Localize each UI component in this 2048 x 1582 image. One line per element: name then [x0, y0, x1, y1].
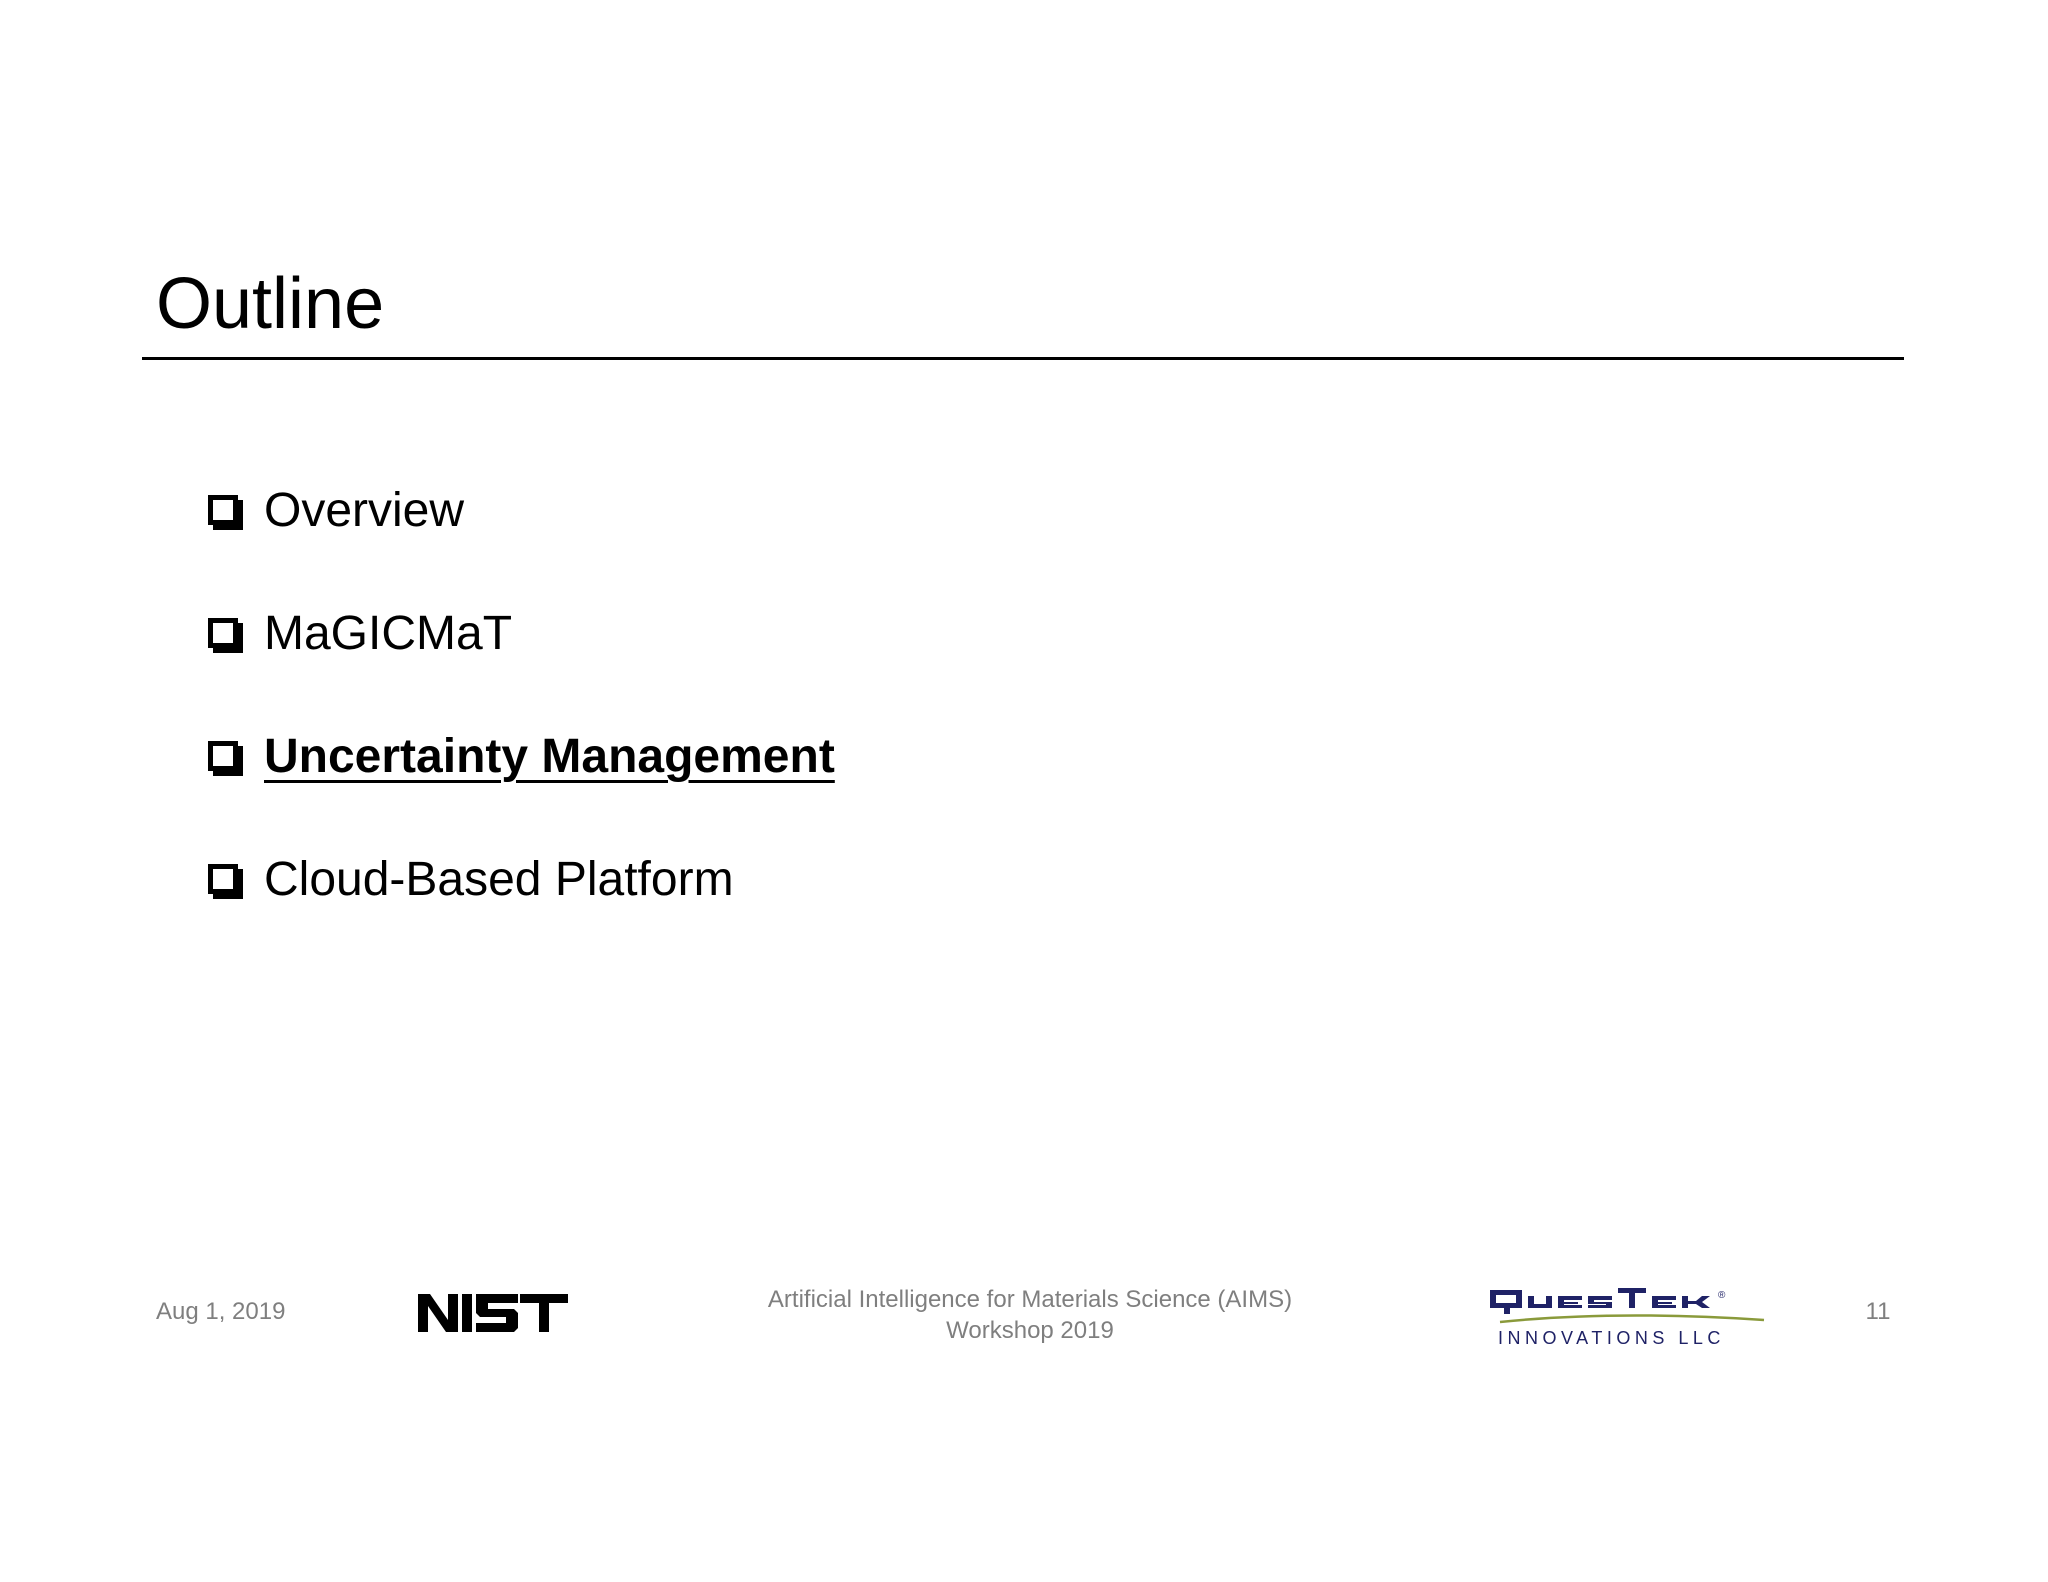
outline-item-label: Cloud-Based Platform	[264, 853, 734, 906]
slide-title: Outline	[156, 264, 385, 344]
checkbox-bullet-icon	[208, 495, 238, 525]
svg-text:INNOVATIONS LLC: INNOVATIONS LLC	[1498, 1328, 1725, 1348]
questek-logo	[1486, 1284, 1768, 1350]
footer-date: Aug 1, 2019	[156, 1298, 286, 1325]
outline-item-overview	[208, 478, 835, 601]
checkbox-bullet-icon	[208, 741, 238, 771]
title-divider	[142, 357, 1904, 360]
outline-item-label: MaGICMaT	[264, 607, 513, 660]
page-number: 11	[1865, 1298, 1891, 1325]
svg-text:®: ®	[1718, 1290, 1726, 1301]
nist-logo	[418, 1292, 568, 1334]
checkbox-bullet-icon	[208, 864, 238, 894]
footer-event-line1: Artificial Intelligence for Materials Science (AIMS)	[767, 1286, 1293, 1313]
outline-item-magicmat	[208, 601, 835, 724]
outline-item-label-active: Uncertainty Management	[264, 730, 835, 783]
footer-event-line2: Workshop 2019	[946, 1317, 1114, 1344]
footer-event-title	[680, 1284, 1380, 1346]
outline-list	[208, 478, 835, 970]
outline-item-label: Overview	[264, 484, 465, 537]
outline-item-cloud-based-platform	[208, 847, 835, 970]
outline-item-uncertainty-management	[208, 724, 835, 847]
checkbox-bullet-icon	[208, 618, 238, 648]
